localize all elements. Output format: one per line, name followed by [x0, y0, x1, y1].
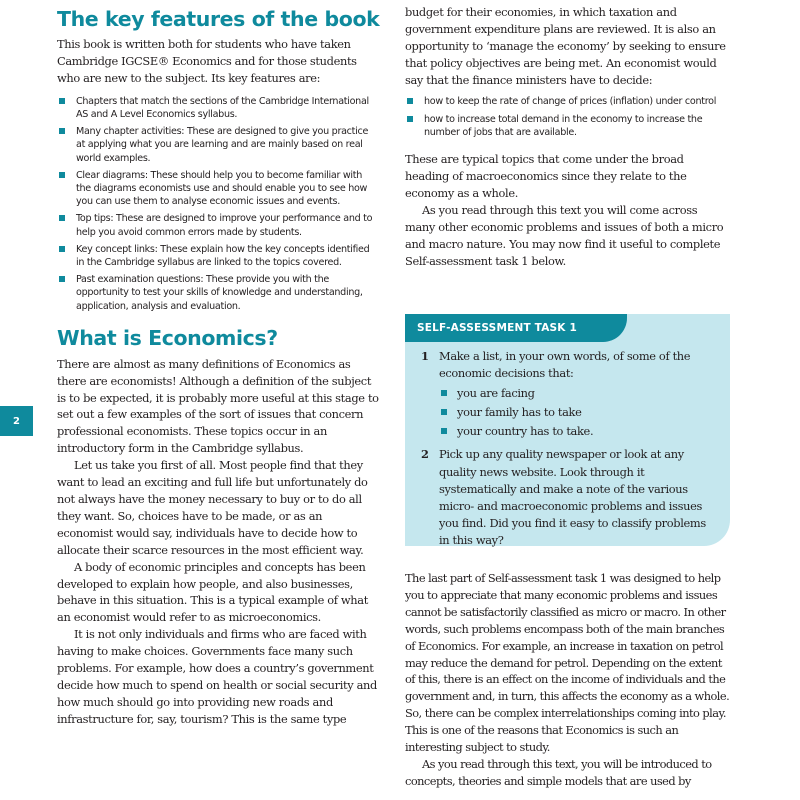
task-item-number: 2: [421, 447, 429, 462]
right-column: [405, 4, 730, 269]
body-paragraph: As you read through this text, you will be introduced to concepts, theories and simple models that are used by: [405, 756, 712, 788]
task-item-text: Make a list, in your own words, of some of the economic decisions that:: [439, 349, 691, 381]
body-paragraph: budget for their economies, in which taxation and government expenditure plans are reviewed. It is also an opportunity to ‘manage the economy’ by seeking to ensure that policy objectives are being met. An economist would say that the finance ministers have to decide:: [405, 5, 726, 87]
body-paragraph: It is not only individuals and firms who are faced with having to make choices. Governments face many such problems. For example, how does a country’s government decide how much to spend on health or social security and how much should go into providing new roads and infrastructure for, say, tourism? This is the same type: [57, 627, 377, 726]
feature-list: [57, 95, 379, 313]
right-column-lower: [405, 570, 730, 790]
task-body: [421, 348, 717, 555]
list-item: Chapters that match the sections of the Cambridge International AS and A Level Economics syllabus.: [57, 95, 379, 121]
body-paragraph: There are almost as many definitions of Economics as there are economists! Although a definition of the subject is to be expected, it is probably more useful at this stage to set out a few examples of the sort of issues that concern professional economists. These topics occur in an introductory form in the Cambridge syllabus.: [57, 356, 379, 456]
task-item: [421, 348, 717, 441]
self-assessment-task-box: [405, 314, 730, 546]
bullet-square-icon: [441, 409, 447, 415]
task-header: SELF-ASSESSMENT TASK 1: [405, 314, 627, 342]
bullet-square-icon: [441, 428, 447, 434]
task-sub-list: [439, 384, 717, 441]
body-paragraph: Let us take you first of all. Most people find that they want to lead an exciting and full life but unfortunately do not always have the money necessary to buy or to do all they want. So, choices have to be made, or as an economist would say, individuals have to decide how to allocate their scarce resources in the most efficient way.: [57, 458, 368, 557]
list-item: you are facing: [439, 384, 717, 403]
body-paragraph: These are typical topics that come under the broad heading of macroeconomics since they relate to the economy as a whole.: [405, 152, 687, 200]
bullet-square-icon: [441, 390, 447, 396]
bullet-square-icon: [59, 215, 65, 221]
bullet-square-icon: [59, 128, 65, 134]
bullet-square-icon: [59, 172, 65, 178]
list-item: how to keep the rate of change of prices (inflation) under control: [405, 95, 730, 108]
list-item: Key concept links: These explain how the key concepts identified in the Cambridge syllabus are linked to the topics covered.: [57, 243, 379, 269]
bullet-square-icon: [59, 98, 65, 104]
bullet-square-icon: [59, 246, 65, 252]
list-item: Past examination questions: These provide you with the opportunity to test your skills of knowledge and understanding, application, analysis and evaluation.: [57, 273, 379, 313]
bullet-square-icon: [407, 98, 413, 104]
bullet-square-icon: [59, 276, 65, 282]
body-paragraph: A body of economic principles and concepts has been developed to explain how people, and also businesses, behave in this situation. This is a typical example of what an economist would refer to as microeconomics.: [57, 559, 368, 625]
list-item: Clear diagrams: These should help you to become familiar with the diagrams economists use and should enable you to see how you can use them to analyse economic issues and events.: [57, 169, 379, 209]
list-item: Many chapter activities: These are designed to give you practice at applying what you are learning and are mainly based on real world examples.: [57, 125, 379, 165]
body-paragraph: As you read through this text you will come across many other economic problems and issues of both a micro and macro nature. You may now find it useful to complete Self-assessment task 1 below.: [405, 202, 724, 268]
task-item: [421, 446, 717, 549]
intro-paragraph: This book is written both for students who have taken Cambridge IGCSE® Economics and for those students who are new to the subject. Its key features are:: [57, 37, 357, 85]
body-paragraph: The last part of Self-assessment task 1 was designed to help you to appreciate that many economic problems and issues cannot be satisfactorily classified as micro or macro. In other words, such problems encompass both of the main branches of Economics. For example, an increase in taxation on petrol may reduce the demand for petrol. Depending on the extent of this, there is an effect on the income of individuals and the government and, in turn, this affects the economy as a whole. So, there can be complex interrelationships coming into play. This is one of the reasons that Economics is such an interesting subject to study.: [405, 571, 730, 755]
list-item: your family has to take: [439, 403, 717, 422]
heading-what-is-economics: What is Economics?: [57, 325, 278, 350]
task-item-number: 1: [421, 349, 429, 363]
task-item-text: Pick up any quality newspaper or look at any quality news website. Look through it systematically and make a note of the various micro- and macroeconomic problems and issues you find. Did you find it easy to classify problems in this way?: [439, 447, 706, 548]
list-item: Top tips: These are designed to improve your performance and to help you avoid common errors made by students.: [57, 212, 379, 238]
decision-list: [405, 95, 730, 140]
list-item: your country has to take.: [439, 422, 717, 441]
heading-key-features: The key features of the book: [57, 7, 380, 31]
left-column: [57, 4, 379, 728]
list-item: how to increase total demand in the economy to increase the number of jobs that are available.: [405, 113, 730, 139]
page-number: 2: [0, 406, 33, 436]
bullet-square-icon: [407, 116, 413, 122]
